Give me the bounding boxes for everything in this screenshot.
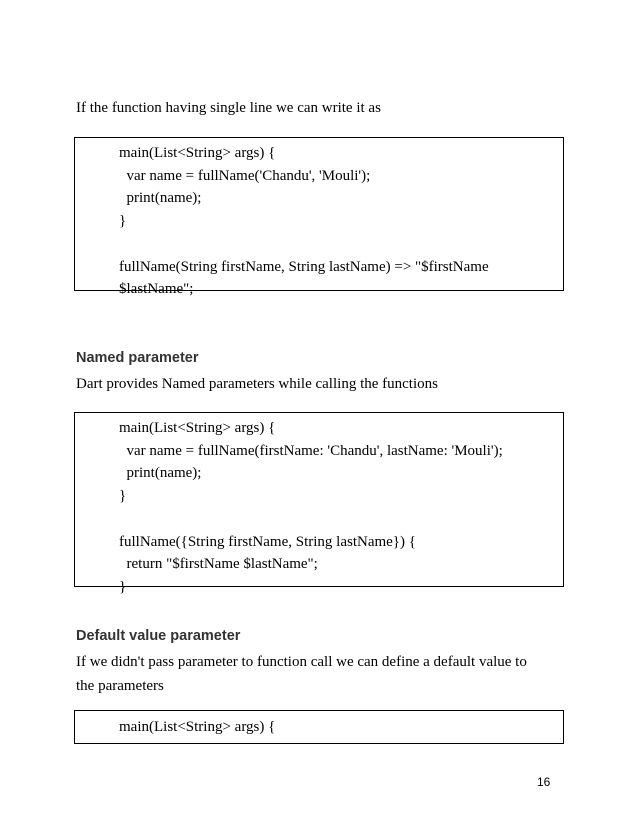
code-block-default-value	[74, 710, 564, 744]
paragraph-line: If we didn't pass parameter to function call we can define a default value to	[76, 654, 527, 670]
code-line	[119, 508, 503, 531]
code-line: fullName(String firstName, String lastName) => "$firstName	[119, 258, 489, 275]
code-line: main(List<String> args) {	[119, 719, 276, 735]
code-line: $lastName";	[119, 281, 194, 298]
code-line: print(name);	[119, 190, 202, 207]
code-text	[119, 142, 489, 301]
code-line: main(List<String> args) {	[119, 420, 276, 436]
code-line	[119, 233, 489, 256]
code-line: return "$firstName $lastName";	[119, 556, 318, 573]
paragraph-line: the parameters	[76, 678, 164, 694]
code-block-named-parameter	[74, 412, 564, 595]
named-parameter-paragraph: Dart provides Named parameters while calling the functions	[76, 376, 438, 392]
section-heading-default-value-parameter: Default value parameter	[76, 628, 241, 644]
code-line: main(List<String> args) {	[119, 145, 276, 161]
code-line: }	[119, 578, 127, 595]
intro-paragraph: If the function having single line we can write it as	[76, 100, 381, 116]
code-line: var name = fullName('Chandu', 'Mouli');	[119, 167, 371, 184]
default-parameter-paragraph	[76, 650, 576, 698]
code-line: fullName({String firstName, String lastName}) {	[119, 533, 416, 550]
code-text	[119, 716, 275, 739]
code-line: }	[119, 488, 127, 505]
code-line: print(name);	[119, 465, 202, 482]
code-text	[119, 417, 503, 599]
section-heading-named-parameter: Named parameter	[76, 350, 199, 366]
code-line: var name = fullName(firstName: 'Chandu', lastName: 'Mouli');	[119, 442, 503, 459]
code-block-single-line	[74, 137, 564, 298]
code-line: }	[119, 213, 127, 230]
page-number: 16	[537, 775, 551, 789]
